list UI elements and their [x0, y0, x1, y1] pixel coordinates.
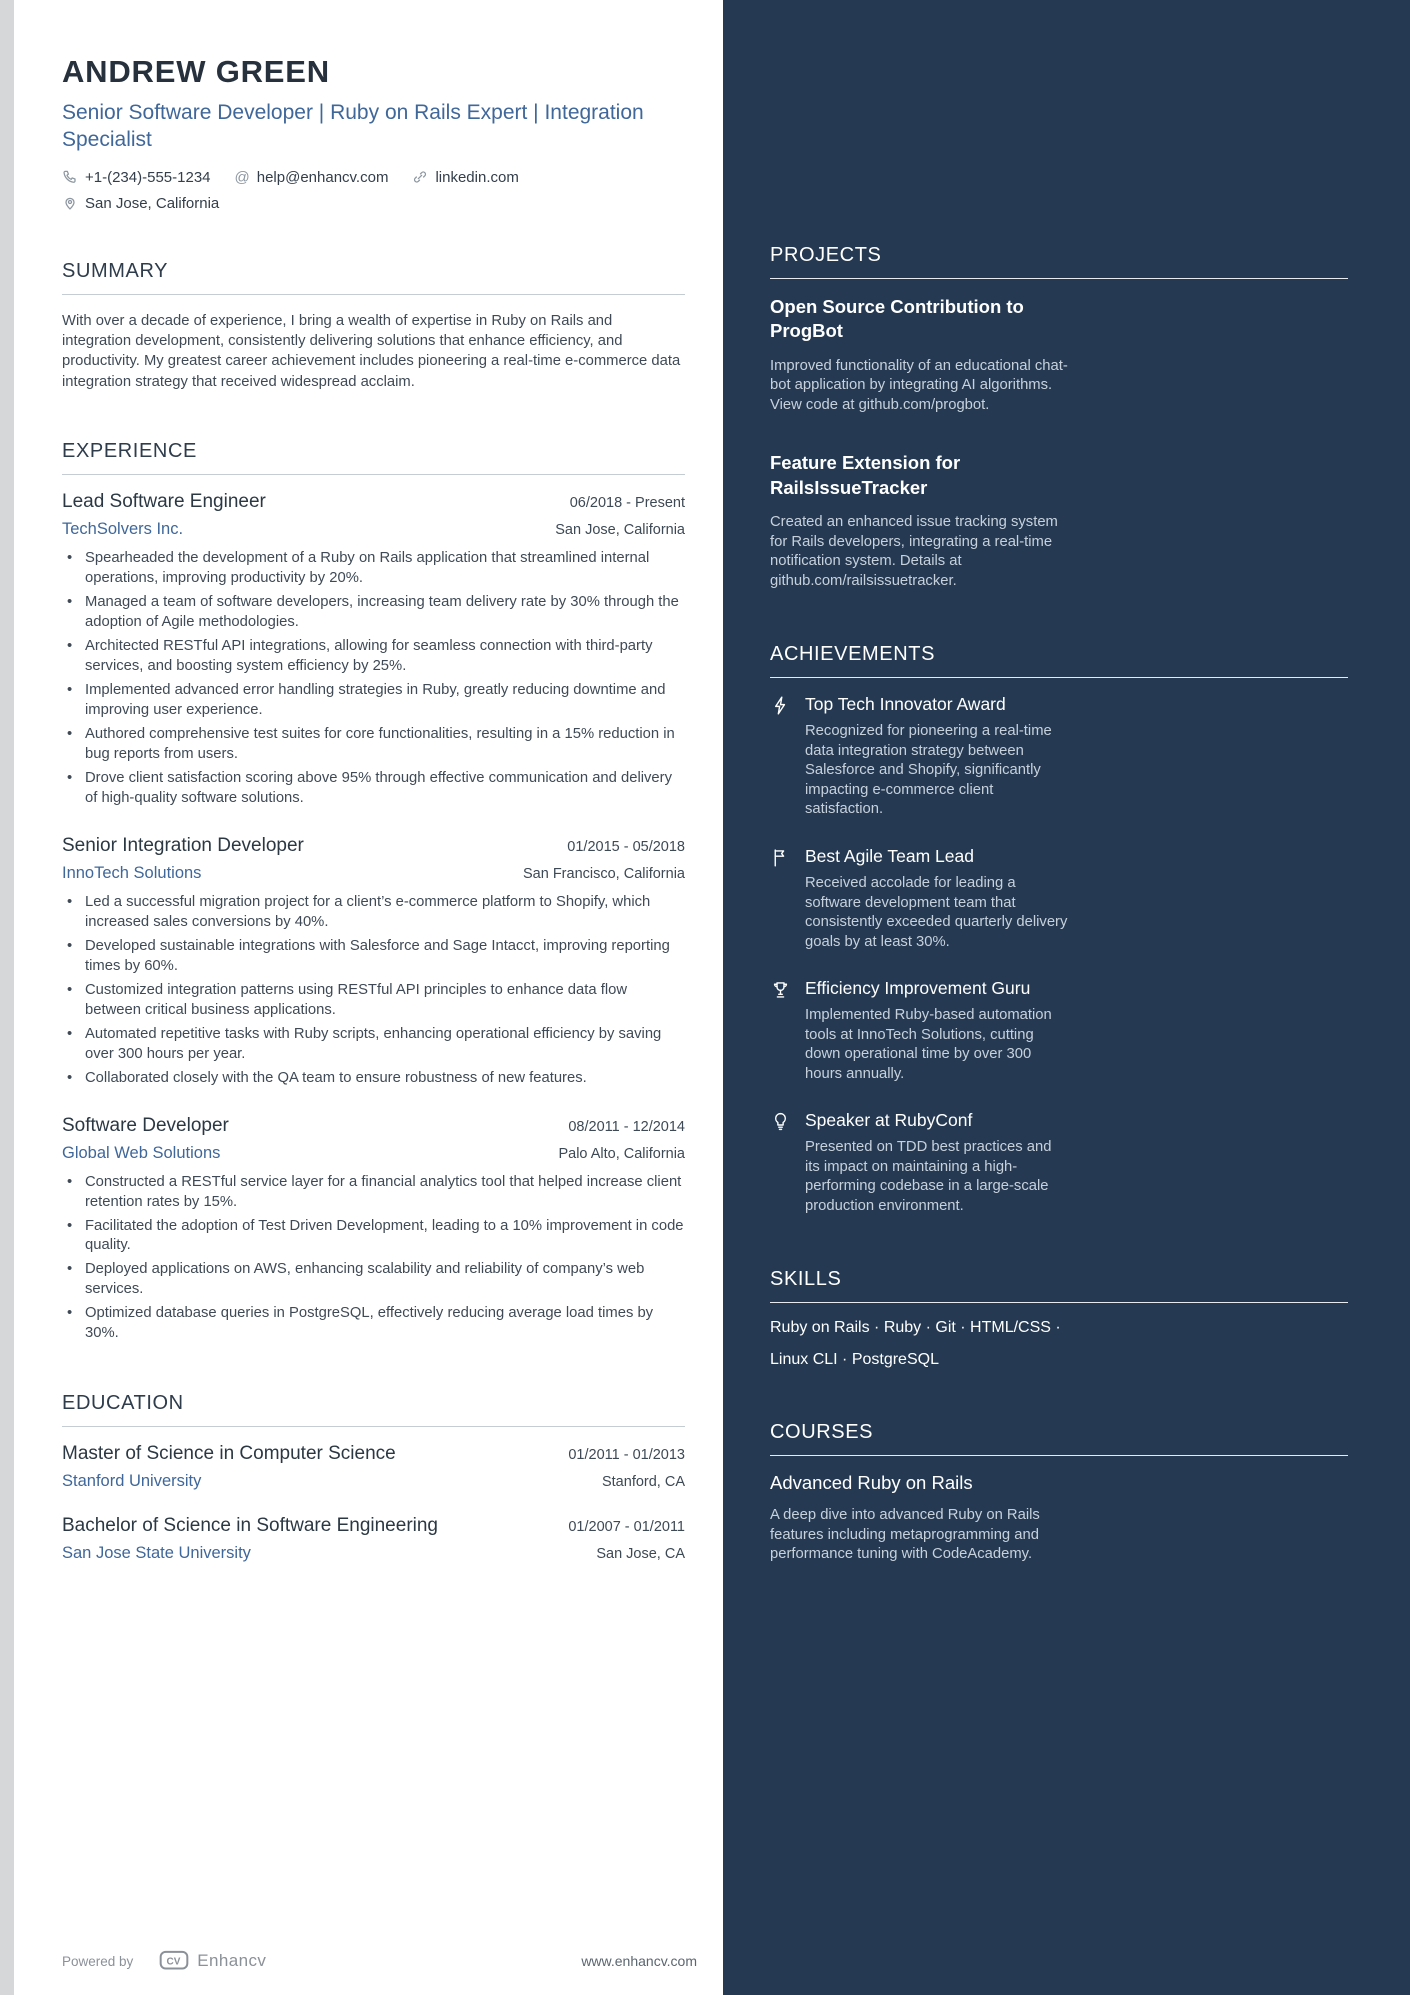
job-bullet: • Collaborated closely with the QA team to ensure robustness of new features.: [62, 1069, 685, 1089]
phone-number[interactable]: +1-(234)-555-1234: [85, 168, 211, 186]
job-title-row: [62, 835, 685, 857]
courses-section: [770, 1421, 1348, 1565]
enhancv-logo-icon: [159, 1949, 189, 1973]
job-title-row: [62, 491, 685, 513]
education-dates: 01/2011 - 01/2013: [568, 1447, 685, 1464]
flag-icon: [770, 847, 792, 952]
achievement-title: Top Tech Innovator Award: [805, 694, 1006, 715]
candidate-name: ANDREW GREEN: [62, 54, 330, 89]
job-dates: 08/2011 - 12/2014: [568, 1118, 685, 1135]
website-link-text[interactable]: linkedin.com: [435, 168, 519, 186]
job-bullet: • Spearheaded the development of a Ruby on Rails application that streamlined internal operations, improving productivity by 20%.: [62, 549, 685, 589]
achievement-description: Received accolade for leading a software development team that consistently exceeded quarterly delivery goals by at least 30%.: [805, 875, 1068, 950]
website-contact[interactable]: [412, 169, 518, 186]
course-entry: [770, 1472, 1348, 1565]
skills-section: [770, 1268, 1348, 1369]
location-item: [62, 195, 219, 212]
education-entry: [62, 1515, 685, 1563]
achievement-description: Presented on TDD best practices and its impact on maintaining a high-performing codebase in a large-scale production environment.: [805, 1139, 1052, 1214]
skills-heading: SKILLS: [770, 1268, 1348, 1303]
experience-entry: [62, 491, 685, 809]
location-text: San Jose, California: [85, 194, 220, 212]
email-contact[interactable]: [235, 169, 389, 186]
job-company-row: [62, 864, 685, 883]
experience-entry: [62, 835, 685, 1089]
education-heading: EDUCATION: [62, 1392, 685, 1427]
degree-title: Bachelor of Science in Software Engineering: [62, 1515, 439, 1537]
skills-line: Linux CLI · PostgreSQL: [770, 1351, 939, 1369]
skills-line: Ruby on Rails · Ruby · Git · HTML/CSS ·: [770, 1319, 1061, 1337]
job-bullet: • Optimized database queries in PostgreSQL, effectively reducing average load times by 30%.: [62, 1304, 685, 1344]
school-name: San Jose State University: [62, 1544, 251, 1563]
achievement-description: Implemented Ruby-based automation tools at InnoTech Solutions, cutting down operational time by over 300 hours annually.: [805, 1007, 1052, 1082]
company-name: InnoTech Solutions: [62, 863, 202, 882]
degree-row: [62, 1443, 685, 1465]
svg-text:CV: CV: [166, 1956, 181, 1968]
school-name: Stanford University: [62, 1472, 202, 1491]
experience-section: [62, 440, 685, 1344]
phone-contact[interactable]: [62, 169, 211, 186]
achievement-title: Best Agile Team Lead: [805, 846, 974, 866]
achievement-title: Efficiency Improvement Guru: [805, 978, 1031, 999]
degree-title: Master of Science in Computer Science: [62, 1443, 396, 1465]
phone-icon: [62, 169, 78, 185]
school-location: Stanford, CA: [601, 1474, 685, 1491]
project-title: Feature Extension for RailsIssueTracker: [770, 452, 961, 498]
courses-heading: COURSES: [770, 1421, 1348, 1456]
project-description: Improved functionality of an educational chat-bot application by integrating AI algorithms. View code at github.com/progbot.: [770, 357, 1068, 413]
job-bullet-list: [62, 549, 685, 809]
summary-heading: SUMMARY: [62, 260, 685, 295]
job-dates: 06/2018 - Present: [569, 495, 685, 512]
school-location: San Jose, CA: [596, 1546, 685, 1563]
company-name: TechSolvers Inc.: [62, 520, 184, 539]
job-location: San Jose, California: [555, 522, 685, 539]
job-bullet: • Customized integration patterns using RESTful API principles to enhance data flow between critical business applications.: [62, 981, 685, 1021]
course-description: A deep dive into advanced Ruby on Rails features including metaprogramming and performance tuning with CodeAcademy.: [770, 1507, 1040, 1563]
projects-section: [770, 244, 1348, 591]
education-section: [62, 1392, 685, 1563]
job-title: Lead Software Engineer: [62, 491, 266, 513]
job-bullet: • Automated repetitive tasks with Ruby scripts, enhancing operational efficiency by saving over 300 hours per year.: [62, 1025, 685, 1065]
job-bullet: • Facilitated the adoption of Test Driven Development, leading to a 10% improvement in code quality.: [62, 1217, 685, 1257]
enhancv-brand[interactable]: [159, 1949, 266, 1973]
footer: [62, 1949, 697, 1973]
job-company-row: [62, 1144, 685, 1163]
location-row: [62, 195, 685, 212]
job-bullet: • Developed sustainable integrations with Salesforce and Sage Intacct, improving reporting times by 60%.: [62, 937, 685, 977]
achievement-body: [805, 846, 1070, 952]
achievements-heading: ACHIEVEMENTS: [770, 643, 1348, 678]
trophy-icon: [770, 979, 792, 1084]
achievement-body: [805, 694, 1070, 820]
job-bullet: • Implemented advanced error handling strategies in Ruby, greatly reducing downtime and improving user experience.: [62, 681, 685, 721]
link-icon: [412, 169, 428, 185]
resume-header: [62, 54, 685, 212]
achievement-body: [805, 978, 1070, 1084]
summary-section: [62, 260, 685, 393]
achievement-entry: [770, 846, 1348, 952]
project-entry: [770, 295, 1348, 415]
job-location: San Francisco, California: [523, 865, 685, 882]
achievement-entry: [770, 694, 1348, 820]
job-title-row: [62, 1115, 685, 1137]
school-row: [62, 1544, 685, 1563]
course-title: Advanced Ruby on Rails: [770, 1472, 973, 1494]
project-description: Created an enhanced issue tracking system for Rails developers, integrating a real-time notification system. Details at github.com/railsissuetracker.: [770, 514, 1058, 589]
job-company-row: [62, 520, 685, 539]
job-title: Senior Integration Developer: [62, 834, 304, 856]
email-address[interactable]: help@enhancv.com: [256, 168, 389, 186]
project-title: Open Source Contribution to ProgBot: [770, 296, 1024, 342]
job-title: Software Developer: [62, 1114, 229, 1136]
resume-sidebar: [723, 0, 1410, 1995]
experience-heading: EXPERIENCE: [62, 440, 685, 475]
achievements-section: [770, 643, 1348, 1216]
company-name: Global Web Solutions: [62, 1143, 221, 1162]
achievement-body: [805, 1110, 1070, 1216]
job-bullet-list: [62, 1173, 685, 1345]
job-location: Palo Alto, California: [558, 1145, 685, 1162]
enhancv-website-link[interactable]: www.enhancv.com: [581, 1953, 697, 1969]
education-entry: [62, 1443, 685, 1491]
page-edge: [0, 0, 14, 1995]
degree-row: [62, 1515, 685, 1537]
enhancv-wordmark: Enhancv: [197, 1951, 267, 1970]
summary-text: With over a decade of experience, I bring a wealth of expertise in Ruby on Rails and integration development, consistently delivering solutions that enhance efficiency, and productivity. My greatest career achievement includes pioneering a real-time e-commerce data integration strategy that received widespread acclaim.: [62, 312, 681, 390]
achievement-description: Recognized for pioneering a real-time data integration strategy between Salesforce and Shopify, significantly impacting e-commerce client satisfaction.: [805, 723, 1052, 818]
at-icon: @: [234, 168, 250, 186]
job-bullet: • Drove client satisfaction scoring above 95% through effective communication and delivery of high-quality software solutions.: [62, 769, 685, 809]
project-entry: [770, 451, 1348, 591]
job-bullet: • Managed a team of software developers, increasing team delivery rate by 30% through the adoption of Agile methodologies.: [62, 593, 685, 633]
job-bullet: • Architected RESTful API integrations, allowing for seamless connection with third-party services, and boosting system efficiency by 25%.: [62, 637, 685, 677]
job-bullet-list: [62, 893, 685, 1089]
lightning-icon: [770, 695, 792, 820]
job-bullet: • Led a successful migration project for a client’s e-commerce platform to Shopify, which increased sales conversions by 40%.: [62, 893, 685, 933]
education-dates: 01/2007 - 01/2011: [568, 1519, 685, 1536]
achievement-title: Speaker at RubyConf: [805, 1110, 973, 1131]
job-dates: 01/2015 - 05/2018: [567, 838, 685, 855]
candidate-headline: Senior Software Developer | Ruby on Rails Expert | Integration Specialist: [62, 101, 644, 152]
job-bullet: • Deployed applications on AWS, enhancing scalability and reliability of company’s web services.: [62, 1260, 685, 1300]
location-pin-icon: [62, 195, 78, 211]
powered-by-label: Powered by: [62, 1953, 134, 1969]
school-row: [62, 1472, 685, 1491]
resume-main-column: [14, 0, 723, 1995]
achievement-entry: [770, 1110, 1348, 1216]
lightbulb-icon: [770, 1111, 792, 1216]
contact-row: [62, 169, 685, 186]
projects-heading: PROJECTS: [770, 244, 1348, 279]
job-bullet: • Authored comprehensive test suites for core functionalities, resulting in a 15% reduction in bug reports from users.: [62, 725, 685, 765]
experience-entry: [62, 1115, 685, 1345]
achievement-entry: [770, 978, 1348, 1084]
job-bullet: • Constructed a RESTful service layer for a financial analytics tool that helped increase client retention rates by 15%.: [62, 1173, 685, 1213]
